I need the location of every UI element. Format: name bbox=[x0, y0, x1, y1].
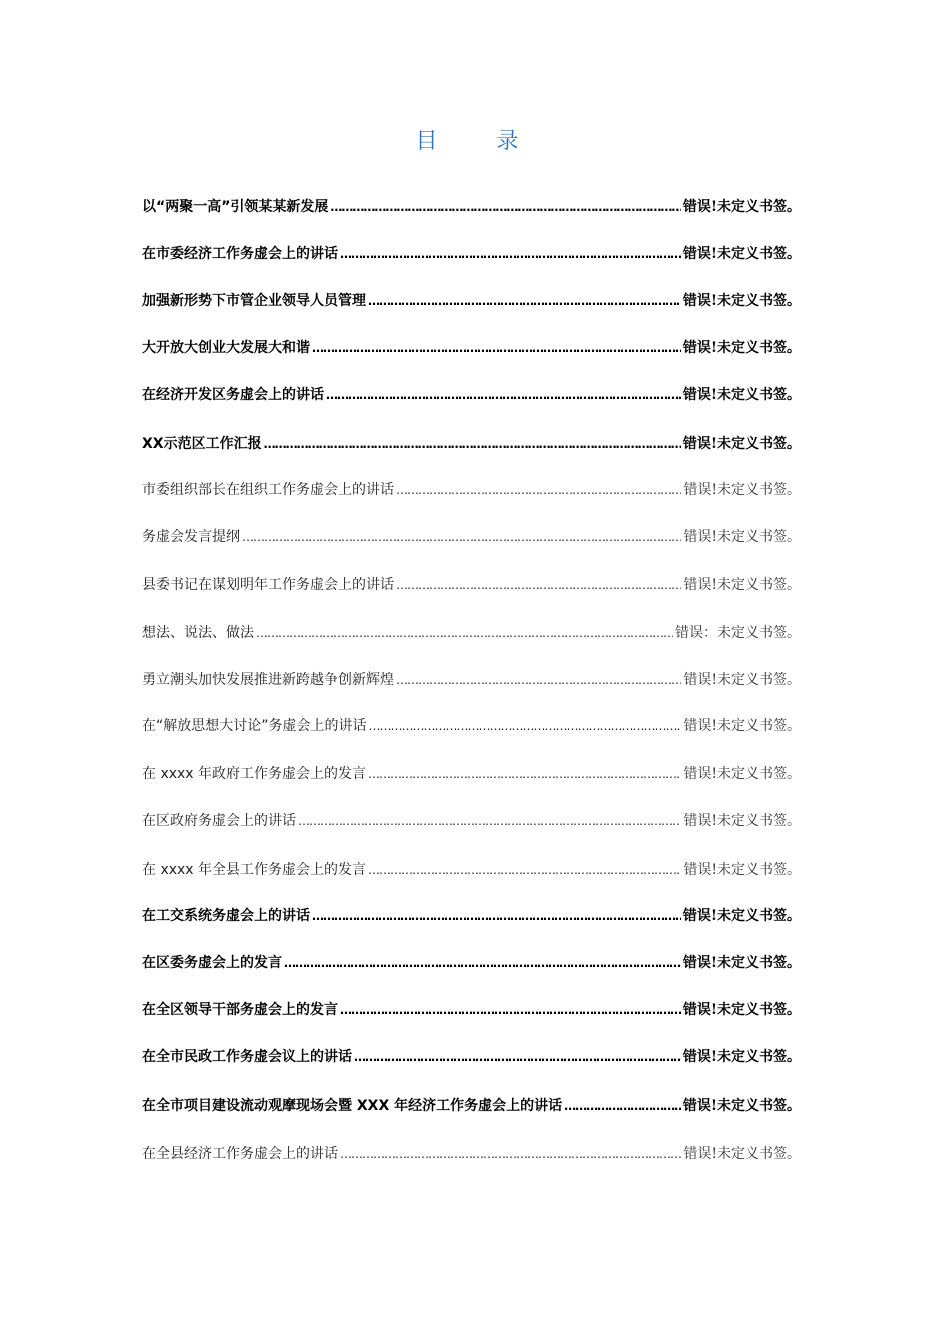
toc-entry-title: 在“解放思想大讨论”务虚会上的讲话 bbox=[142, 718, 367, 734]
toc-entry-page-ref: 错误!未定义书签。 bbox=[683, 766, 801, 782]
toc-entry-title: 在经济开发区务虚会上的讲话 bbox=[142, 387, 324, 403]
toc-entry-page-ref: 错误!未定义书签。 bbox=[682, 908, 801, 924]
toc-entry-page-ref: 错误!未定义书签。 bbox=[682, 436, 801, 452]
toc-entry-title: 在市委经济工作务虚会上的讲话 bbox=[142, 246, 338, 262]
toc-entry[interactable] bbox=[142, 433, 807, 455]
dot-leader bbox=[312, 337, 681, 359]
toc-entry-page-ref: 错误!未定义书签。 bbox=[682, 246, 801, 262]
toc-entry-title: 市委组织部长在组织工作务虚会上的讲话 bbox=[142, 482, 394, 498]
toc-entry[interactable] bbox=[142, 952, 807, 974]
toc-entry-title: 在全市民政工作务虚会议上的讲话 bbox=[142, 1049, 352, 1065]
dot-leader bbox=[368, 290, 681, 312]
dot-leader bbox=[368, 859, 681, 881]
dot-leader bbox=[298, 810, 681, 832]
toc-entry[interactable] bbox=[142, 1095, 807, 1117]
dot-leader bbox=[369, 715, 682, 737]
toc-entry[interactable] bbox=[142, 669, 807, 691]
toc-entry-page-ref: 错误!未定义书签。 bbox=[683, 577, 801, 593]
dot-leader bbox=[312, 905, 681, 927]
toc-entry[interactable] bbox=[142, 526, 807, 548]
toc-entry-page-ref: 错误!未定义书签。 bbox=[683, 813, 801, 829]
toc-entry-title: 勇立潮头加快发展推进新跨越争创新辉煌 bbox=[142, 672, 394, 688]
dot-leader bbox=[256, 622, 673, 644]
toc-entry[interactable] bbox=[142, 1046, 807, 1068]
toc-entry-title: 在区政府务虚会上的讲话 bbox=[142, 813, 296, 829]
dot-leader bbox=[330, 196, 680, 218]
toc-entry-page-ref: 错误!未定义书签。 bbox=[682, 340, 801, 356]
toc-entry-title: XX示范区工作汇报 bbox=[142, 436, 262, 452]
toc-entry-title: 在区委务虚会上的发言 bbox=[142, 955, 282, 971]
toc-heading: 目 录 bbox=[415, 129, 545, 154]
toc-entry[interactable] bbox=[142, 999, 807, 1021]
toc-entry-title: 务虚会发言提纲 bbox=[142, 529, 240, 545]
dot-leader bbox=[396, 669, 681, 691]
toc-entry-page-ref: 错误：未定义书签。 bbox=[675, 625, 801, 641]
dot-leader bbox=[284, 952, 681, 974]
dot-leader bbox=[340, 243, 681, 265]
toc-entry-page-ref: 错误!未定义书签。 bbox=[683, 482, 801, 498]
toc-entry[interactable] bbox=[142, 479, 807, 501]
toc-entry-title: 在全县经济工作务虚会上的讲话 bbox=[142, 1146, 338, 1162]
toc-entry-page-ref: 错误!未定义书签。 bbox=[683, 672, 801, 688]
toc-entry-page-ref: 错误!未定义书签。 bbox=[682, 1098, 801, 1114]
toc-entry-page-ref: 错误!未定义书签。 bbox=[682, 293, 801, 309]
dot-leader bbox=[368, 763, 681, 785]
toc-entry[interactable] bbox=[142, 574, 807, 596]
toc-entry[interactable] bbox=[142, 243, 807, 265]
toc-entry-page-ref: 错误!未定义书签。 bbox=[682, 199, 801, 215]
toc-entry-title: 县委书记在谋划明年工作务虚会上的讲话 bbox=[142, 577, 394, 593]
dot-leader bbox=[396, 574, 681, 596]
toc-entry-title: 在 xxxx 年全县工作务虚会上的发言 bbox=[142, 862, 367, 878]
dot-leader bbox=[242, 526, 681, 548]
toc-entry-page-ref: 错误!未定义书签。 bbox=[682, 387, 801, 403]
toc-entry-title: 在 xxxx 年政府工作务虚会上的发言 bbox=[142, 766, 367, 782]
toc-entry[interactable] bbox=[142, 859, 807, 881]
dot-leader bbox=[326, 384, 681, 406]
toc-entry[interactable] bbox=[142, 290, 807, 312]
toc-entry-title: 在工交系统务虚会上的讲话 bbox=[142, 908, 310, 924]
toc-entry-page-ref: 错误!未定义书签。 bbox=[683, 862, 801, 878]
toc-entry-page-ref: 错误!未定义书签。 bbox=[683, 1146, 801, 1162]
toc-entry[interactable] bbox=[142, 337, 807, 359]
toc-entry[interactable] bbox=[142, 622, 807, 644]
dot-leader bbox=[264, 433, 681, 455]
dot-leader bbox=[396, 479, 681, 501]
toc-entry[interactable] bbox=[142, 196, 807, 218]
toc-entry-page-ref: 错误!未定义书签。 bbox=[682, 1002, 801, 1018]
toc-entry[interactable] bbox=[142, 384, 807, 406]
toc-entry[interactable] bbox=[142, 905, 807, 927]
toc-entry-title: 在全市项目建设流动观摩现场会暨 XXX 年经济工作务虚会上的讲话 bbox=[142, 1098, 563, 1114]
toc-entry-page-ref: 错误!未定义书签。 bbox=[683, 529, 801, 545]
toc-entry-title: 大开放大创业大发展大和谐 bbox=[142, 340, 310, 356]
toc-entry-page-ref: 错误!未定义书签。 bbox=[683, 718, 801, 734]
toc-entry-page-ref: 错误!未定义书签。 bbox=[682, 955, 801, 971]
toc-entry-title: 加强新形势下市管企业领导人员管理 bbox=[142, 293, 366, 309]
toc-entry-title: 以“两聚一高”引领某某新发展 bbox=[142, 199, 329, 215]
toc-entry-title: 在全区领导干部务虚会上的发言 bbox=[142, 1002, 338, 1018]
toc-entry[interactable] bbox=[142, 810, 807, 832]
dot-leader bbox=[354, 1046, 681, 1068]
dot-leader bbox=[564, 1095, 681, 1117]
dot-leader bbox=[340, 1143, 681, 1165]
toc-entry-page-ref: 错误!未定义书签。 bbox=[682, 1049, 801, 1065]
dot-leader bbox=[340, 999, 681, 1021]
toc-entry[interactable] bbox=[142, 715, 807, 737]
toc-entry[interactable] bbox=[142, 1143, 807, 1165]
toc-entry-title: 想法、说法、做法 bbox=[142, 625, 254, 641]
toc-entry[interactable] bbox=[142, 763, 807, 785]
